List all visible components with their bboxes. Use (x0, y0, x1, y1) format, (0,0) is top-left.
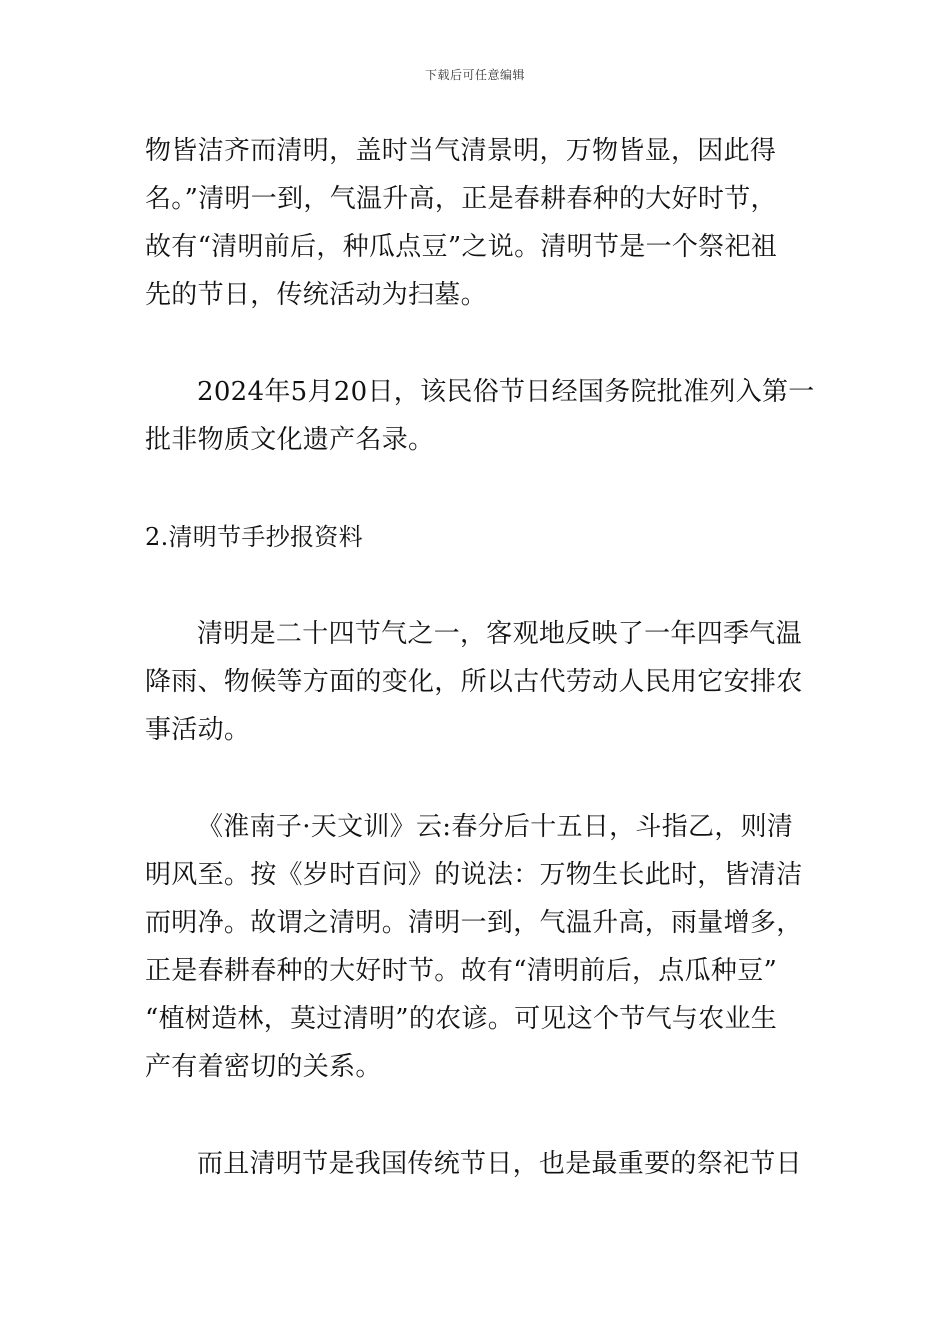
paragraph-heritage (145, 368, 815, 464)
paragraph-huainanzi (145, 803, 807, 1091)
paragraph-gap (145, 464, 807, 513)
text-line: 名。”清明一到，气温升高，正是春耕春种的大好时节， (145, 184, 777, 214)
paragraph-gap (145, 754, 807, 803)
text-line: 产有着密切的关系。 (145, 1052, 382, 1082)
text-line: 先的节日，传统活动为扫墓。 (145, 280, 487, 310)
text-line: 物皆洁齐而清明，盖时当气清景明，万物皆显，因此得 (145, 136, 777, 166)
text-line: “植树造林，莫过清明”的农谚。可见这个节气与农业生 (145, 1004, 778, 1034)
text-line: 正是春耕春种的大好时节。故有“清明前后，点瓜种豆” (145, 956, 778, 986)
text-line: 故有“清明前后，种瓜点豆”之说。清明节是一个祭祀祖 (145, 232, 778, 262)
section-heading (145, 513, 807, 561)
text-line: 而明净。故谓之清明。清明一到，气温升高，雨量增多， (145, 908, 803, 938)
text-line: 降雨、物候等方面的变化，所以古代劳动人民用它安排农 (145, 667, 803, 697)
document-body (145, 127, 815, 1188)
paragraph-gap (145, 319, 807, 368)
paragraph-gap (145, 561, 807, 610)
text-line: 而且清明节是我国传统节日，也是最重要的祭祀节日 (197, 1149, 802, 1179)
text-line: 事活动。 (145, 715, 251, 745)
section-title: 2.清明节手抄报资料 (145, 523, 363, 551)
text-line: 清明是二十四节气之一，客观地反映了一年四季气温 (197, 619, 802, 649)
text-line: 明风至。按《岁时百问》的说法：万物生长此时，皆清洁 (145, 860, 803, 890)
page-header: 下载后可任意编辑 (424, 68, 525, 82)
text-line: 2024年5月20日，该民俗节日经国务院批准列入第一 (197, 377, 815, 407)
text-line: 批非物质文化遗产名录。 (145, 425, 435, 455)
paragraph-gap (145, 1091, 807, 1140)
text-line: 《淮南子·天文训》云:春分后十五日，斗指乙，则清 (197, 812, 794, 842)
paragraph-solar-term (145, 610, 807, 754)
paragraph-tradition (145, 1140, 807, 1188)
paragraph-continuation (145, 127, 807, 319)
